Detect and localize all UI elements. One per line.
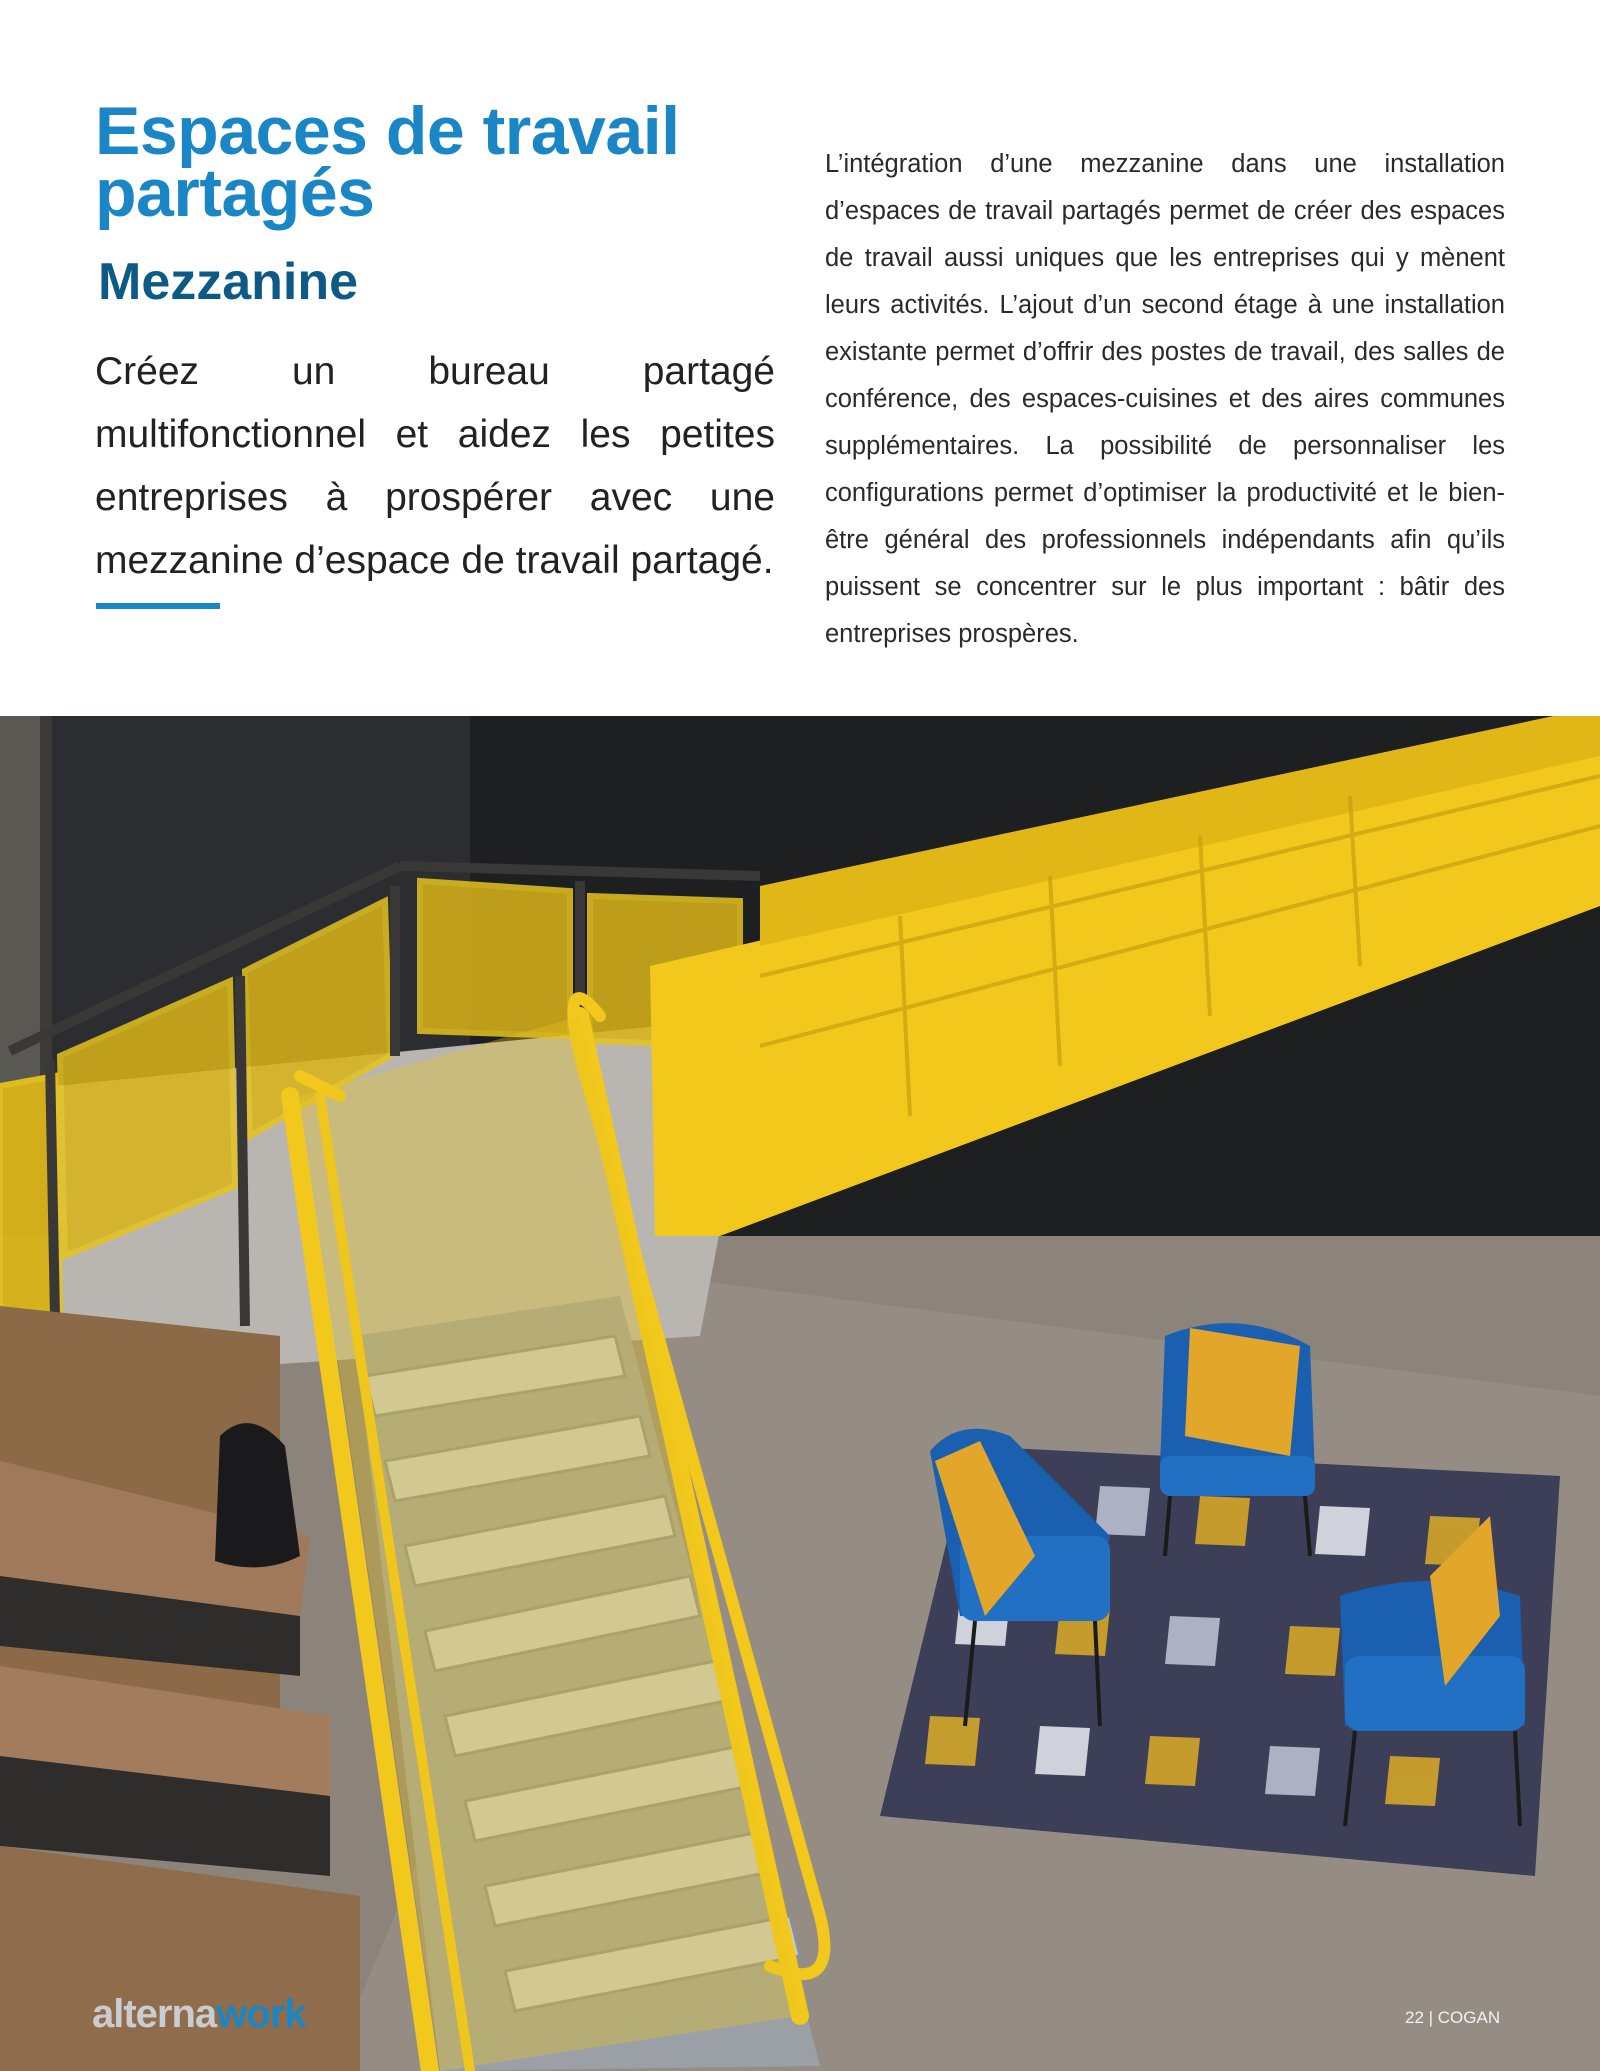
page-subtitle: Mezzanine — [98, 253, 359, 311]
page-number: 22 | COGAN — [1405, 2008, 1501, 2027]
mezzanine-photo — [0, 716, 1600, 2071]
alternawork-logo: alternawork — [92, 1992, 306, 2036]
page-title: Espaces de travail partagés — [95, 93, 680, 231]
accent-divider — [96, 603, 220, 609]
lead-paragraph: Créez un bureau partagé multifonctionnel et aidez les petites entreprises à prospérer avec une mezzanine d’espace de travail partagé. — [95, 350, 775, 582]
body-paragraph: L’intégration d’une mezzanine dans une installation d’espaces de travail partagés permet de créer des espaces de travail aussi uniques que les entreprises qui y mènent leurs activités. L’ajout d’un second étage à une installation existante permet d’offrir des postes de travail, des salles de conférence, des espaces-cuisines et des aires communes supplémentaires. La possibilité de personnaliser les configurations permet d’optimiser la productivité et le bien-être général des professionnels indépendants afin qu’ils puissent se concentrer sur le plus important : bâtir des entreprises prospères. — [825, 150, 1505, 648]
